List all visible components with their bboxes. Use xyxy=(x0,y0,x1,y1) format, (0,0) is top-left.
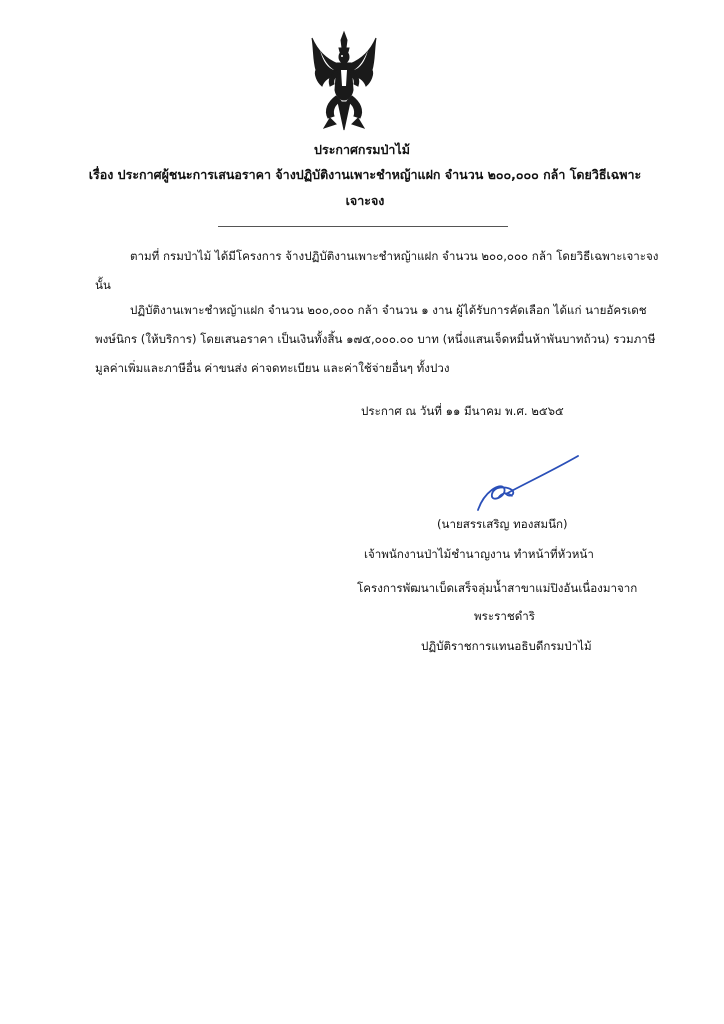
divider xyxy=(218,226,508,227)
paragraph-background: ตามที่ กรมป่าไม้ ได้มีโครงการ จ้างปฏิบัติงานเพาะชำหญ้าแฝก จำนวน ๒๐๐,๐๐๐ กล้า โดยวิธีเฉพาะเจาะจง นั้น xyxy=(95,249,659,292)
signer-position: เจ้าพนักงานป่าไม้ชำนาญงาน ทำหน้าที่หัวหน้า xyxy=(364,547,594,561)
signer-acting-for: ปฏิบัติราชการแทนอธิบดีกรมป่าไม้ xyxy=(421,639,592,653)
subject-line-2: เจาะจง xyxy=(345,193,385,208)
announce-date: ประกาศ ณ วันที่ ๑๑ มีนาคม พ.ศ. ๒๕๖๕ xyxy=(361,404,564,418)
document-title: ประกาศกรมป่าไม้ xyxy=(314,142,410,157)
signature-image xyxy=(470,452,585,514)
signer-project-line-1: โครงการพัฒนาเบ็ดเสร็จลุ่มน้ำสาขาแม่ปิงอันเนื่องมาจาก xyxy=(357,581,638,595)
subject-line-1: เรื่อง ประกาศผู้ชนะการเสนอราคา จ้างปฏิบัติงานเพาะชำหญ้าแฝก จำนวน ๒๐๐,๐๐๐ กล้า โดยวิธีเฉพาะ xyxy=(88,167,642,182)
garuda-emblem-icon xyxy=(308,30,380,134)
subject-heading xyxy=(60,162,670,214)
signer-name: (นายสรรเสริญ ทองสมนึก) xyxy=(437,517,568,531)
paragraph-award: ปฏิบัติงานเพาะชำหญ้าแฝก จำนวน ๒๐๐,๐๐๐ กล้า จำนวน ๑ งาน ผู้ได้รับการคัดเลือก ได้แก่ นายอัครเดช พงษ์นิกร (ให้บริการ) โดยเสนอราคา เป็นเงินทั้งสิ้น ๑๗๕,๐๐๐.๐๐ บาท (หนึ่งแสนเจ็ดหมื่นห้าพันบาทถ้วน) รวมภาษีมูลค่าเพิ่มและภาษีอื่น ค่าขนส่ง ค่าจดทะเบียน และค่าใช้จ่ายอื่นๆ ทั้งปวง xyxy=(95,303,656,375)
signer-project-line-2: พระราชดำริ xyxy=(474,609,535,623)
